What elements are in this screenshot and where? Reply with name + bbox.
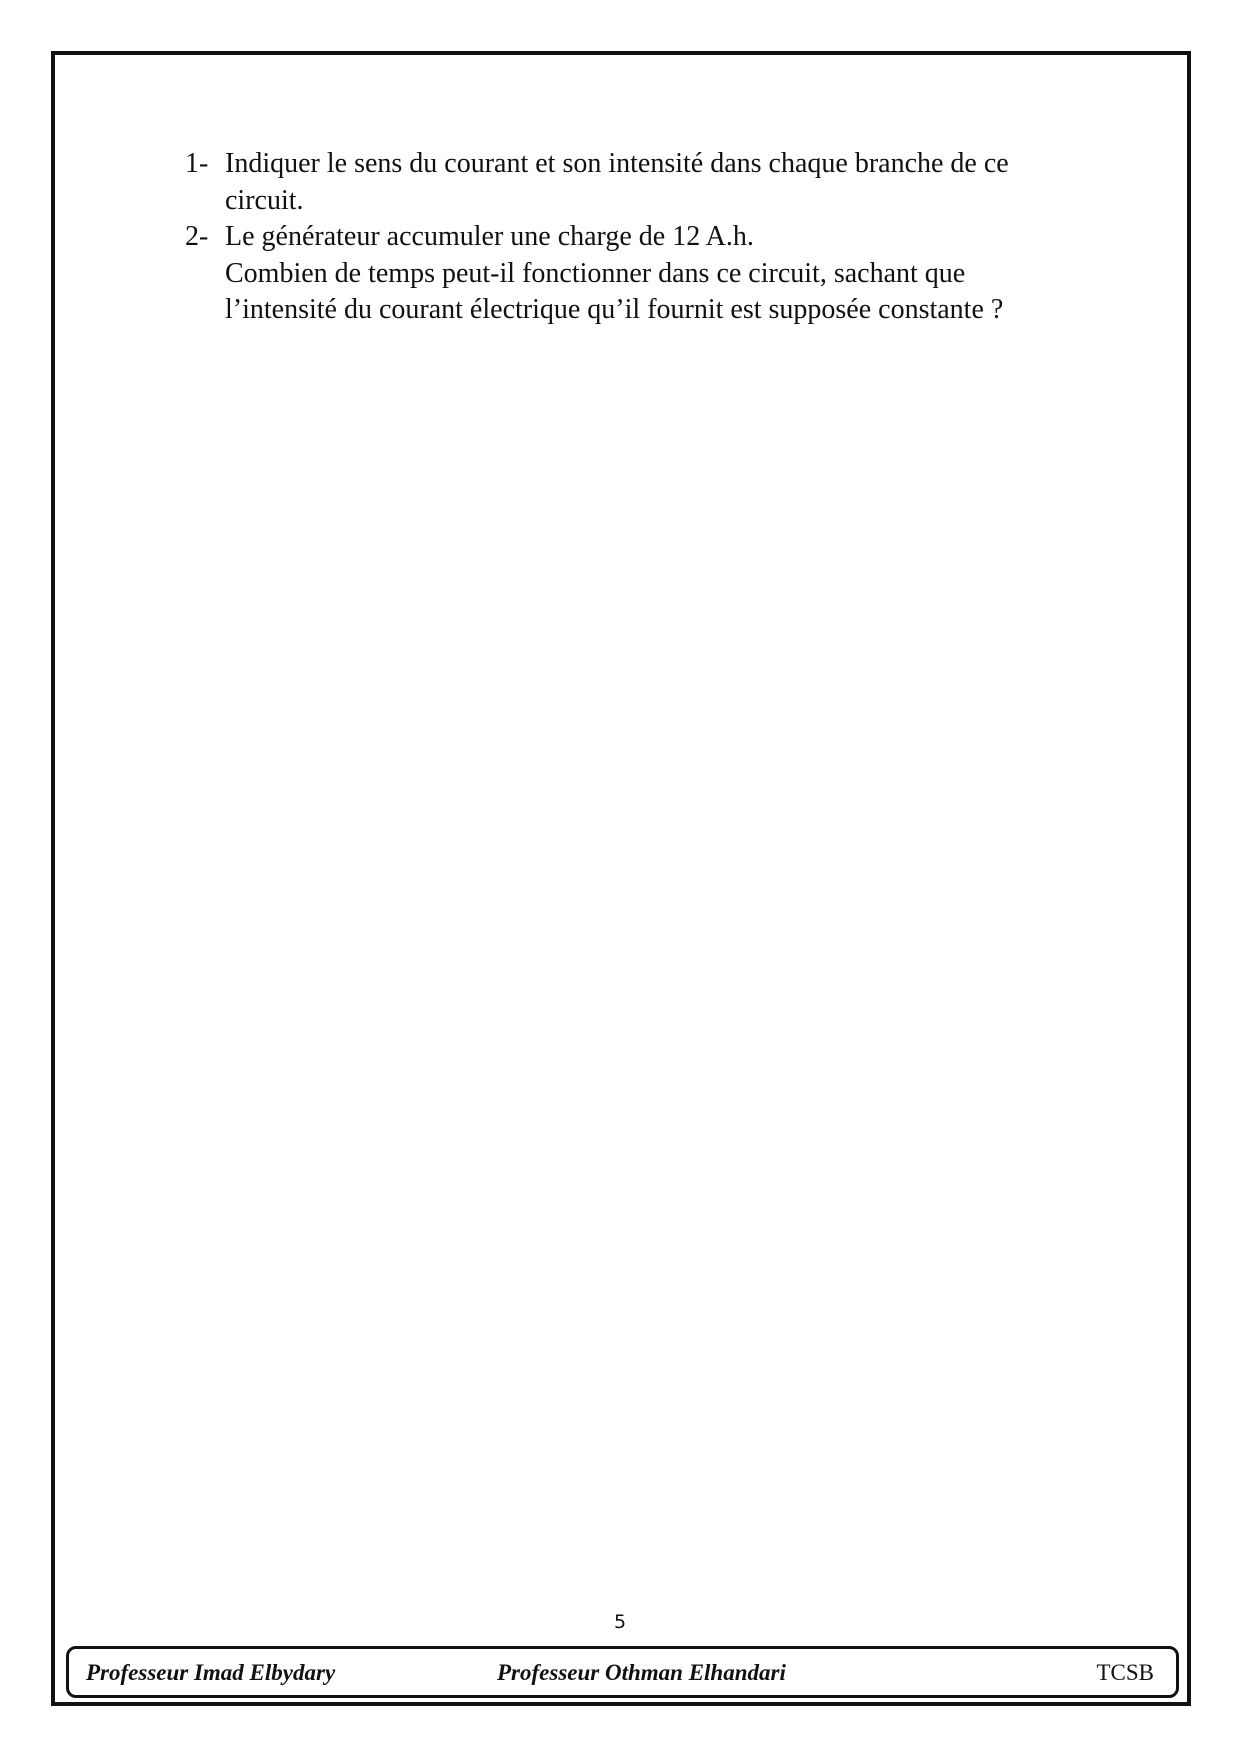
question-line: Combien de temps peut-il fonctionner dans ce circuit, sachant que bbox=[225, 257, 966, 289]
question-line: circuit. bbox=[225, 184, 304, 216]
footer-author-center: Professeur Othman Elhandari bbox=[497, 1660, 786, 1685]
question-number: 2- bbox=[185, 221, 209, 252]
question-number: 1- bbox=[185, 148, 209, 179]
question-list bbox=[185, 146, 1085, 329]
question-line: l’intensité du courant électrique qu’il fournit est supposée constante ? bbox=[225, 294, 1004, 325]
footer-author-left: Professeur Imad Elbydary bbox=[86, 1660, 336, 1685]
question-text bbox=[225, 146, 1085, 219]
page-number: 5 bbox=[613, 1611, 627, 1633]
question-item bbox=[185, 146, 1085, 219]
question-item bbox=[185, 219, 1085, 329]
footer-class-label: TCSB bbox=[1096, 1660, 1154, 1685]
question-line: Indiquer le sens du courant et son intensité dans chaque branche de ce bbox=[225, 148, 1009, 179]
footer bbox=[66, 1646, 1179, 1698]
question-text bbox=[225, 219, 1085, 329]
question-line: Le générateur accumuler une charge de 12 A.h. bbox=[225, 221, 754, 252]
